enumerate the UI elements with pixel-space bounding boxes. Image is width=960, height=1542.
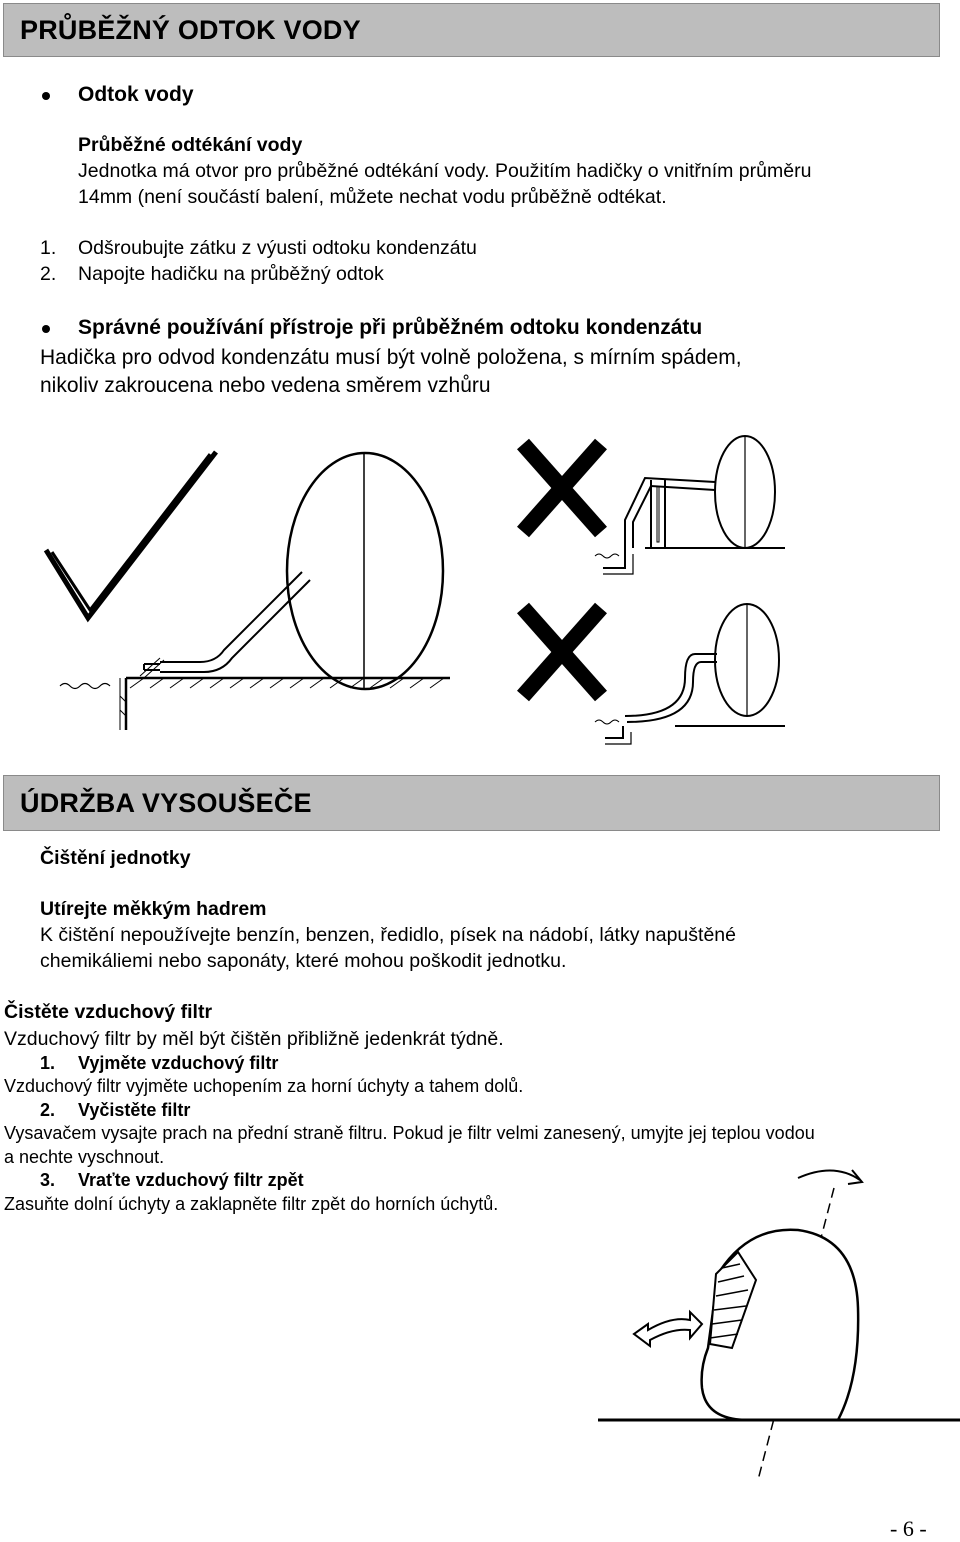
cleaning-heading: Čištění jednotky — [40, 847, 191, 869]
bullet-dot — [42, 92, 50, 100]
step-title: Vraťte vzduchový filtr zpět — [78, 1170, 304, 1190]
paragraph-line: Hadička pro odvod kondenzátu musí být volně položena, s mírním spádem, — [40, 346, 742, 369]
step-number: 2. — [40, 1100, 56, 1120]
wipe-heading: Utírejte měkkým hadrem — [40, 898, 267, 920]
bullet-dot — [42, 325, 50, 333]
step-number: 2. — [40, 263, 57, 285]
filter-heading: Čistěte vzduchový filtr — [4, 1001, 213, 1023]
step-number: 3. — [40, 1170, 56, 1190]
paragraph-line: 14mm (není součástí balení, můžete nechat vodu průběžně odtékat. — [78, 186, 667, 208]
correct-drain-illustration — [40, 440, 490, 740]
incorrect-drain-illustration-raised — [515, 430, 785, 580]
step-text: Odšroubujte zátku z výusti odtoku kondenzátu — [78, 237, 477, 259]
section-title: PRŮBĚŽNÝ ODTOK VODY — [20, 15, 361, 45]
section-header-drainage — [3, 3, 940, 57]
sub-heading: Průběžné odtékání vody — [78, 134, 303, 156]
paragraph-line: a nechte vyschnout. — [4, 1147, 165, 1167]
cross-icon — [523, 444, 601, 532]
paragraph-line: K čištění nepoužívejte benzín, benzen, ředidlo, písek na nádobí, látky napuštěné — [40, 924, 736, 946]
cross-icon — [523, 608, 601, 696]
paragraph-line: chemikáliemi nebo saponáty, které mohou poškodit jednotku. — [40, 950, 567, 972]
section-header-maintenance — [3, 775, 940, 831]
step-title: Vyčistěte filtr — [78, 1100, 191, 1120]
paragraph-line: Zasuňte dolní úchyty a zaklapněte filtr zpět do horních úchytů. — [4, 1194, 499, 1214]
step-title: Vyjměte vzduchový filtr — [78, 1053, 279, 1073]
paragraph-line: nikoliv zakroucena nebo vedena směrem vzhůru — [40, 374, 491, 397]
page-number: - 6 - — [890, 1516, 927, 1541]
paragraph-line: Vzduchový filtr by měl být čištěn přibližně jedenkrát týdně. — [4, 1028, 504, 1050]
bullet-heading-drainage: Odtok vody — [78, 83, 194, 106]
paragraph-line: Jednotka má otvor pro průběžné odtékání vody. Použitím hadičky o vnitřním průměru — [78, 160, 812, 182]
bullet-heading-usage: Správné používání přístroje při průběžném odtoku kondenzátu — [78, 316, 703, 339]
step-number: 1. — [40, 1053, 56, 1073]
section-title: ÚDRŽBA VYSOUŠEČE — [20, 788, 312, 818]
filter-insertion-illustration — [598, 1148, 960, 1490]
incorrect-drain-illustration-looped — [515, 598, 785, 750]
paragraph-line: Vzduchový filtr vyjměte uchopením za horní úchyty a tahem dolů. — [4, 1076, 524, 1096]
paragraph-line: Vysavačem vysajte prach na přední straně filtru. Pokud je filtr velmi zanesený, umyjte jej teplou vodou — [4, 1123, 815, 1143]
step-number: 1. — [40, 237, 57, 259]
step-text: Napojte hadičku na průběžný odtok — [78, 263, 384, 285]
